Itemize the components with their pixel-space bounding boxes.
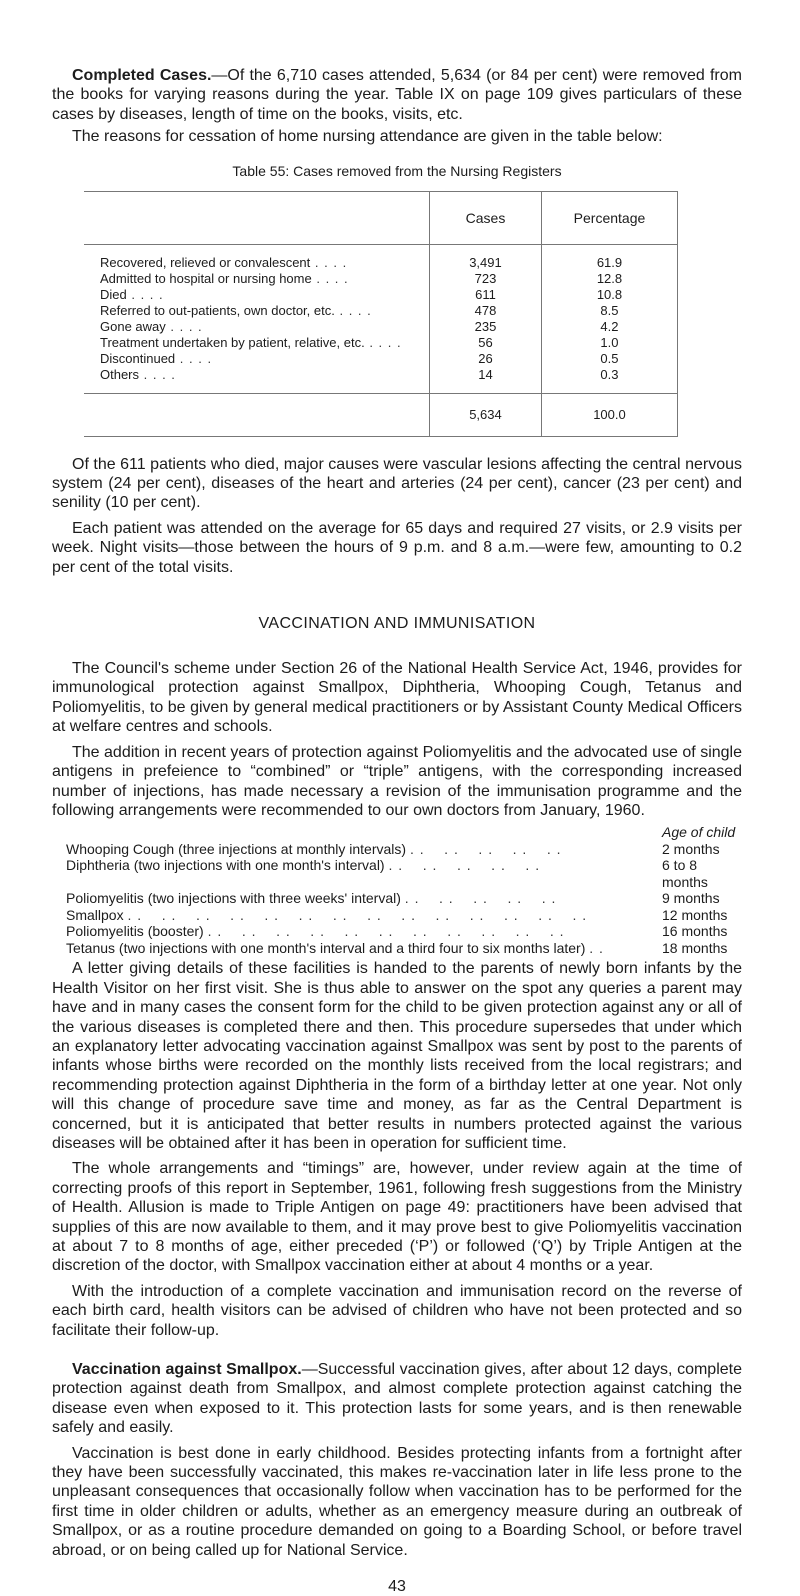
schedule-item (52, 890, 662, 907)
leader-dots: . . . . . . . . . . (404, 890, 557, 907)
leader-dots: . . . . (175, 350, 213, 366)
row-label (84, 351, 430, 367)
leader-dots: . . . . (139, 366, 176, 382)
page-number: 43 (388, 1578, 406, 1596)
leader-dots: . . . . . . . . . . . . . . . . . . . . . . . . . . . . (127, 906, 588, 923)
row-percentage: 10.8 (541, 287, 677, 303)
birth-card-paragraph: With the introduction of a complete vaccination and immunisation record on the reverse of each birth card, health visitors can be advised of children who have not been protected and so facilitate their follow-up. (52, 1282, 742, 1339)
row-percentage: 12.8 (541, 271, 677, 287)
row-percentage: 4.2 (541, 319, 677, 335)
smallpox-paragraph (52, 1360, 742, 1438)
row-cases: 235 (430, 319, 542, 335)
deaths-paragraph: Of the 611 patients who died, major causes were vascular lesions affecting the central nervous system (24 per cent), diseases of the heart and arteries (24 per cent), cancer (23 per cent) and senility (10 per cent). (52, 455, 742, 512)
total-cases: 5,634 (430, 393, 542, 436)
completed-cases-lead: Completed Cases. (72, 67, 212, 84)
row-cases: 611 (430, 287, 542, 303)
age-of-child-header: Age of child (662, 824, 736, 841)
schedule-item-text: Smallpox (66, 906, 124, 923)
leader-dots: . . . . (364, 334, 402, 350)
schedule-row (52, 890, 742, 907)
leader-dots: . . . . (334, 302, 372, 318)
total-percentage: 100.0 (541, 393, 677, 436)
table-row (84, 367, 678, 394)
schedule-header-row (52, 824, 742, 841)
cessation-intro-paragraph: The reasons for cessation of home nursing attendance are given in the table below: (72, 128, 663, 146)
row-cases: 56 (430, 335, 542, 351)
schedule-row (52, 923, 742, 940)
smallpox-text: —Successful vaccination gives, after about 12 days, complete protection against death from Smallpox, and almost complete protection against catching the disease even when exposed to it. This protection lasts for some years, and is then renewable safely and easily. (52, 1361, 743, 1437)
schedule-age: 18 months (662, 939, 728, 956)
antigens-paragraph: The addition in recent years of protection against Poliomyelitis and the advocated use of single antigens in prefeience to “combined” or “triple” antigens, with the corresponding increased number of injections, has made necessary a revision of the immunisation programme and the following arrangements were recommended to our own doctors from January, 1960. (52, 743, 742, 819)
row-cases: 26 (430, 351, 542, 367)
schedule-item-text: Diphtheria (two injections with one month's interval) (66, 857, 385, 874)
letter-paragraph: A letter giving details of these facilities is handed to the parents of newly born infants by the Health Visitor on her first visit. She is thus able to answer on the spot any queries a parent may have and in many cases the consent form for the child to be given protection against any or all of the various diseases is completed there and then. This procedure supersedes that under which an explanatory letter advocating vaccination against Smallpox was sent by post to the parents of infants whose births were recorded on the monthly lists received from the local registrars; and recommending protection against Diphtheria in the form of a birthday letter at one year. Not only will this change of procedure save time and money, as far as the Central Department is concerned, but it is anticipated that better results in numbers protected against the various diseases will be obtained after it has been in operation for sufficient time. (52, 960, 742, 1152)
early-childhood-paragraph: Vaccination is best done in early childhood. Besides protecting infants from a fortnight after they have been successfully vaccinated, this makes re-vaccination later in life less prone to the unpleasant consequences that occasionally follow when vaccination has to be performed for the first time in older children or adults, whether as an emergency measure during an outbreak of Smallpox, or as a routine procedure demanded on going to a Boarding School, or before travel abroad, or on being called up for National Service. (52, 1444, 742, 1559)
schedule-row (52, 857, 742, 890)
total-label-blank (84, 393, 430, 436)
row-label (84, 244, 430, 271)
table-header-cases: Cases (430, 191, 542, 244)
row-label-text: Admitted to hospital or nursing home (100, 270, 312, 286)
row-cases: 3,491 (430, 244, 542, 271)
schedule-body (52, 824, 742, 956)
completed-cases-text: —Of the 6,710 cases attended, 5,634 (or 84 per cent) were removed from the books for varying reasons during the year. Table IX on page 109 gives particulars of these cases by diseases, length of time on the books, visits, etc. (52, 67, 742, 123)
schedule-age: 12 months (662, 906, 728, 923)
schedule-header-blank (52, 824, 662, 841)
schedule-item-text: Whooping Cough (three injections at monthly intervals) (66, 840, 407, 857)
schedule-age: 2 months (662, 840, 720, 857)
table-55-title: Table 55: Cases removed from the Nursing Registers (232, 162, 562, 179)
schedule-age: 6 to 8 months (662, 857, 708, 890)
cases-removed-table (84, 191, 678, 437)
leader-dots: . . . . (310, 254, 348, 270)
row-percentage: 0.5 (541, 351, 677, 367)
row-cases: 14 (430, 367, 542, 394)
document-page (52, 66, 742, 1596)
row-label (84, 335, 430, 351)
scheme-paragraph: The Council's scheme under Section 26 of the National Health Service Act, 1946, provides for immunological protection against Smallpox, Diphtheria, Whooping Cough, Tetanus and Poliomyelitis, to be given by general medical practitioners or by Assistant County Medical Officers at welfare centres and schools. (52, 660, 742, 736)
schedule-age: 9 months (662, 890, 720, 907)
row-cases: 478 (430, 303, 542, 319)
row-cases: 723 (430, 271, 542, 287)
schedule-item (52, 841, 662, 858)
table-row (84, 244, 678, 271)
schedule-item-text: Poliomyelitis (two injections with three weeks' interval) (66, 890, 401, 907)
schedule-item (52, 857, 662, 890)
schedule-age: 16 months (662, 923, 728, 940)
table-total-row (84, 393, 678, 436)
smallpox-lead: Vaccination against Smallpox. (72, 1361, 302, 1379)
schedule-item (52, 907, 662, 924)
table-row (84, 303, 678, 319)
timings-paragraph: The whole arrangements and “timings” are, however, under review again at the time of correcting proofs of this report in September, 1961, following fresh suggestions from the Ministry of Health. Allusion is made to Triple Antigen on page 49: practitioners have been advised that supplies of this are now available to them, and it may prove best to give Poliomyelitis vaccination at about 7 to 8 months of age, either preceded (‘P’) or followed (‘Q’) by Triple Antigen at the discretion of the doctor, with Smallpox vaccination either at about 4 months or a year. (52, 1160, 742, 1275)
completed-cases-paragraph (52, 66, 742, 124)
schedule-item-text: Poliomyelitis (booster) (66, 923, 204, 940)
row-label-text: Referred to out-patients, own doctor, etc. (100, 302, 335, 318)
row-label-text: Discontinued (100, 350, 176, 366)
row-percentage: 8.5 (541, 303, 677, 319)
leader-dots: . . (589, 939, 604, 956)
table-header-percentage: Percentage (541, 191, 677, 244)
leader-dots: . . . . (311, 270, 349, 286)
table-header-row (84, 191, 678, 244)
row-label (84, 287, 430, 303)
row-label (84, 319, 430, 335)
table-row (84, 287, 678, 303)
table-header-blank (84, 191, 430, 244)
row-percentage: 61.9 (541, 244, 677, 271)
row-percentage: 1.0 (541, 335, 677, 351)
row-label-text: Others (100, 366, 140, 382)
row-label (84, 271, 430, 287)
leader-dots: . . . . . . . . . . (388, 857, 541, 874)
schedule-row (52, 940, 742, 957)
visits-paragraph: Each patient was attended on the average for 65 days and required 27 visits, or 2.9 visits per week. Night visits—those between the hours of 9 p.m. and 8 a.m.—were few, amounting to 0.2 per cent of the total visits. (52, 519, 742, 576)
vaccination-heading: VACCINATION AND IMMUNISATION (258, 615, 536, 633)
table-row (84, 335, 678, 351)
leader-dots: . . . . (165, 318, 203, 334)
row-label-text: Treatment undertaken by patient, relative, etc. (100, 334, 365, 350)
row-percentage: 0.3 (541, 367, 677, 394)
row-label-text: Died (100, 286, 127, 302)
schedule-item-text: Tetanus (two injections with one month's interval and a third four to six months later) (66, 939, 586, 956)
table-body (84, 244, 678, 393)
row-label-text: Recovered, relieved or convalescent (100, 254, 311, 270)
row-label (84, 303, 430, 319)
leader-dots: . . . . (126, 286, 164, 302)
schedule-item (52, 940, 662, 957)
schedule-row (52, 841, 742, 858)
row-label (84, 367, 430, 394)
table-row (84, 271, 678, 287)
schedule-row (52, 907, 742, 924)
leader-dots: . . . . . . . . . . . . . . . . . . . . . . (207, 923, 565, 940)
immunisation-schedule (52, 824, 742, 956)
schedule-item (52, 923, 662, 940)
table-row (84, 319, 678, 335)
row-label-text: Gone away (100, 318, 166, 334)
table-row (84, 351, 678, 367)
leader-dots: . . . . . . . . . . (409, 840, 562, 857)
